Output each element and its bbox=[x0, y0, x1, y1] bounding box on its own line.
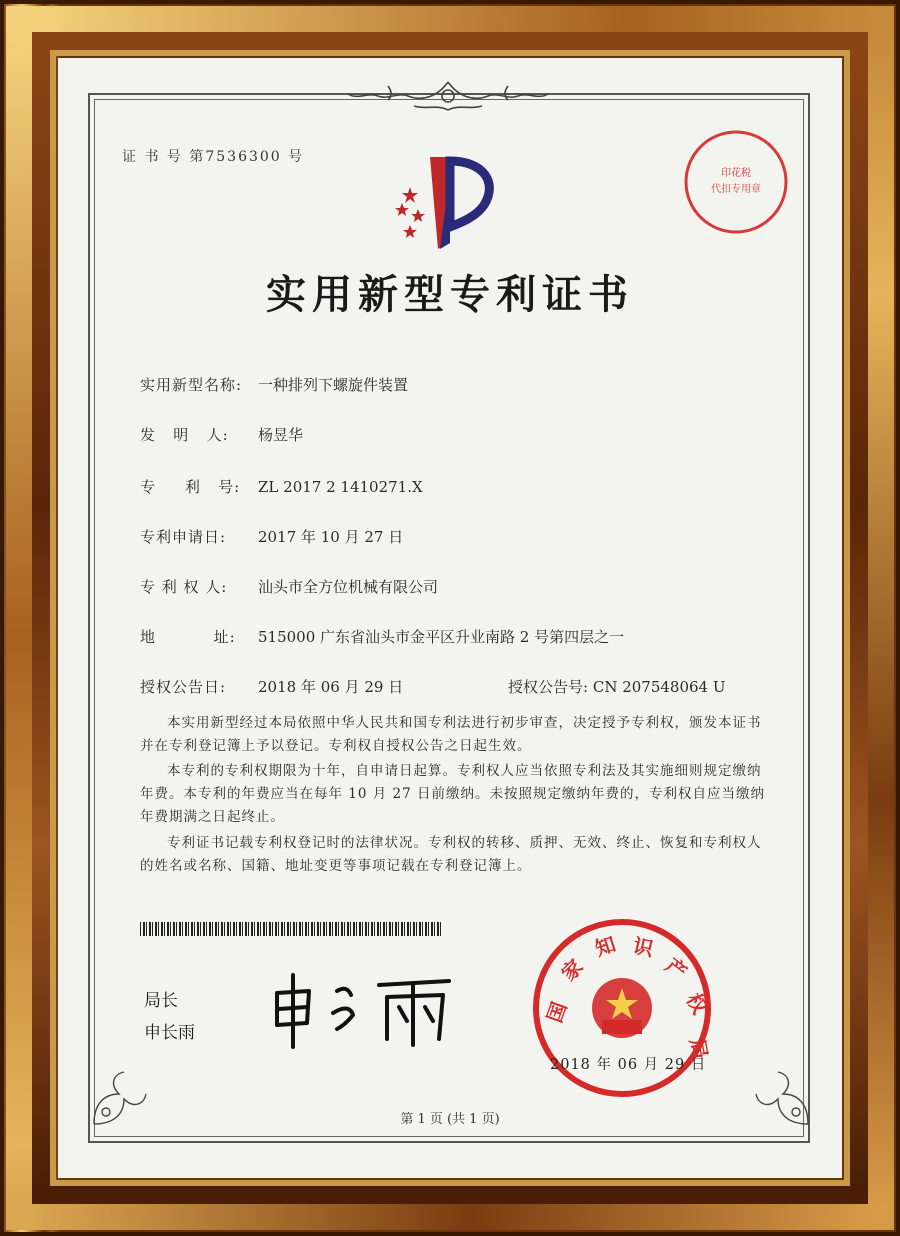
body-paragraph: 专利证书记载专利权登记时的法律状况。专利权的转移、质押、无效、终止、恢复和专利权人的姓名或名称、国籍、地址变更等事项记载在专利登记簿上。 bbox=[140, 835, 762, 874]
svg-text:权: 权 bbox=[681, 989, 713, 1019]
top-ornament-icon bbox=[328, 76, 568, 116]
field-row-patentee bbox=[140, 576, 438, 597]
field-value: 2017 年 10 月 27 日 bbox=[258, 528, 404, 546]
body-paragraph: 本实用新型经过本局依照中华人民共和国专利法进行初步审查，决定授予专利权，颁发本证书并在专利登记簿上予以登记。专利权自授权公告之日起生效。 bbox=[140, 715, 762, 754]
svg-text:知: 知 bbox=[592, 931, 619, 961]
svg-text:识: 识 bbox=[630, 933, 656, 962]
field-value: 2018 年 06 月 29 日 bbox=[258, 678, 404, 696]
field-row-inventor bbox=[140, 424, 303, 445]
field-label: 地 址: bbox=[140, 628, 236, 646]
field-label: 专利申请日: bbox=[140, 528, 227, 546]
tax-stamp-seal-icon bbox=[680, 126, 792, 238]
director-title: 局长 bbox=[144, 991, 178, 1011]
field-value: 515000 广东省汕头市金平区升业南路 2 号第四层之一 bbox=[258, 628, 625, 646]
director-signature-icon bbox=[263, 963, 473, 1053]
field-label: 授权公告日: bbox=[140, 678, 227, 696]
field-row-address bbox=[140, 626, 624, 647]
field-label: 专 利 权 人: bbox=[140, 578, 228, 596]
field-label: 发 明 人: bbox=[140, 426, 229, 444]
field-value: ZL 2017 2 1410271.X bbox=[258, 478, 423, 496]
field-row-name bbox=[140, 374, 408, 395]
svg-text:代扣专用章: 代扣专用章 bbox=[711, 184, 761, 195]
field-label: 授权公告号: bbox=[508, 678, 589, 696]
certificate-number: 证 书 号 第7536300 号 bbox=[122, 149, 305, 165]
field-label: 专 利 号: bbox=[140, 478, 241, 496]
seal-date: 2018 年 06 月 29 日 bbox=[550, 1057, 707, 1073]
field-label: 实用新型名称: bbox=[140, 376, 243, 394]
field-row-announcement-date bbox=[140, 676, 403, 697]
svg-text:国: 国 bbox=[542, 998, 572, 1026]
page-number: 第 1 页 (共 1 页) bbox=[400, 1112, 500, 1127]
svg-text:产: 产 bbox=[660, 953, 692, 985]
field-value: 杨昱华 bbox=[258, 426, 304, 444]
certificate-paper bbox=[58, 58, 842, 1178]
field-row-announcement-number bbox=[508, 676, 726, 697]
svg-text:家: 家 bbox=[556, 954, 588, 986]
field-value: CN 207548064 U bbox=[592, 678, 726, 696]
patent-office-logo-icon bbox=[388, 153, 508, 253]
director-name: 申长雨 bbox=[144, 1023, 195, 1043]
field-row-patent-number bbox=[140, 476, 423, 497]
svg-text:局: 局 bbox=[685, 1036, 713, 1061]
certificate-title: 实用新型专利证书 bbox=[266, 271, 634, 318]
barcode bbox=[140, 922, 442, 936]
body-paragraph: 本专利的专利权期限为十年，自申请日起算。专利权人应当依照专利法及其实施细则规定缴纳年费。本专利的年费应当在每年 10 月 27 日前缴纳。未按照规定缴纳年费的，专利权自应当缴纳年费期满之日起终止。 bbox=[140, 763, 766, 825]
field-value: 汕头市全方位机械有限公司 bbox=[258, 578, 439, 596]
field-value: 一种排列下螺旋件装置 bbox=[258, 376, 409, 394]
field-row-application-date bbox=[140, 526, 403, 547]
svg-text:印花税: 印花税 bbox=[721, 168, 751, 179]
